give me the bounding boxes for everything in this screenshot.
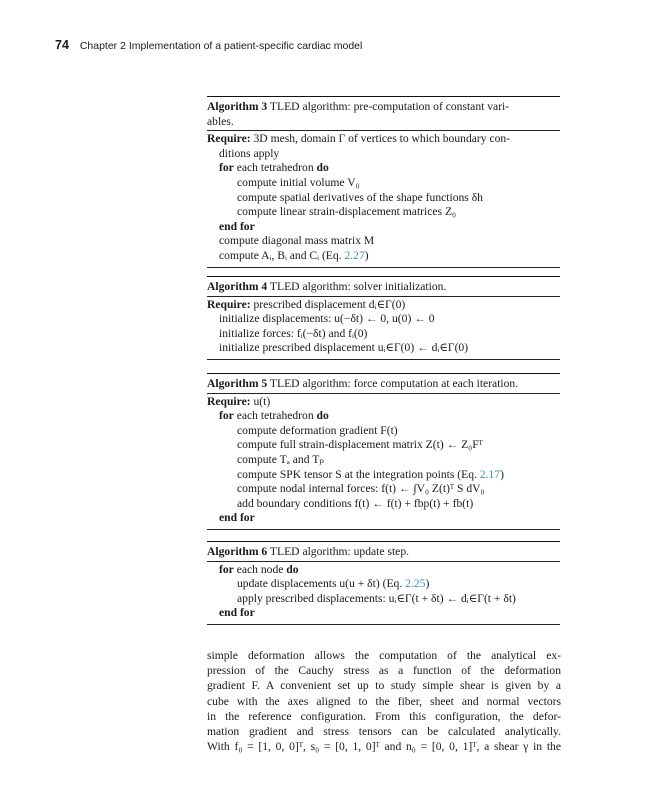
bottom-rule	[207, 359, 560, 360]
algorithm-line	[207, 327, 560, 342]
paragraph-line: With f₀ = [1, 0, 0]ᵀ, s₀ = [0, 1, 0]ᵀ and n₀ = [0, 0, 1]ᵀ, a shear γ in the	[207, 740, 561, 754]
require-label: Require:	[207, 394, 251, 408]
require-text: prescribed displacement dᵢ∈Γ(0)	[253, 297, 406, 311]
line-text: add boundary conditions f(t) ← f(t) + fbp(t) + fb(t)	[237, 496, 474, 510]
require-text: ditions apply	[219, 146, 280, 160]
algorithm-line	[207, 234, 560, 249]
algorithm-line	[207, 563, 560, 578]
algorithm-label: Algorithm 4	[207, 280, 268, 293]
line-text: )	[500, 467, 504, 481]
require-label: Require:	[207, 132, 251, 146]
algorithm-caption	[207, 374, 560, 393]
bottom-rule	[207, 624, 560, 625]
algorithm-body	[207, 297, 560, 359]
line-text: initialize forces: fᵢ(−δt) and fᵢ(0)	[219, 326, 368, 340]
algorithm-body	[207, 394, 560, 529]
line-text: compute full strain-displacement matrix Z(t) ← Z₀Fᵀ	[237, 438, 483, 452]
line-text: initialize prescribed displacement uᵢ∈Γ(0) ← dᵢ∈Γ(0)	[219, 341, 469, 355]
algorithm-label: Algorithm 5	[207, 377, 268, 390]
bottom-rule	[207, 267, 560, 268]
running-header	[55, 38, 575, 54]
algorithm-line	[207, 577, 560, 592]
algorithm-caption	[207, 542, 560, 561]
algorithm-body	[207, 131, 560, 266]
algorithm-line	[207, 191, 560, 206]
algorithm-line	[207, 341, 560, 356]
algorithm-line	[207, 161, 560, 176]
algorithm-line	[207, 606, 560, 621]
keyword: end for	[219, 606, 255, 620]
algorithm-line	[207, 438, 560, 453]
paragraph-line: gradient F. A convenient set up to study simple shear is given by a	[207, 679, 561, 693]
algorithm-line	[207, 453, 560, 468]
algorithm-line	[207, 220, 560, 235]
caption-line	[207, 545, 560, 560]
algorithm-label: Algorithm 3	[207, 100, 268, 113]
line-text: compute deformation gradient F(t)	[237, 423, 398, 437]
line-text: initialize displacements: u(−δt) ← 0, u(0) ← 0	[219, 312, 435, 326]
algorithm-line	[207, 592, 560, 607]
line-text: compute nodal internal forces: f(t) ← ∫V₀ Z(t)ᵀ S dV₀	[237, 482, 485, 496]
line-text: each node	[233, 562, 287, 576]
algorithm-label: Algorithm 6	[207, 545, 268, 558]
keyword: for	[219, 562, 234, 576]
line-text: update displacements u(u + δt) (Eq.	[237, 577, 406, 591]
keyword: do	[316, 409, 329, 423]
keyword: end for	[219, 511, 255, 525]
paragraph-line: pression of the Cauchy stress as a function of the deformation	[207, 664, 561, 678]
algorithm-line	[207, 205, 560, 220]
require-label: Require:	[207, 297, 251, 311]
caption-line	[207, 100, 560, 115]
keyword: do	[316, 161, 329, 175]
line-text: compute diagonal mass matrix M	[219, 234, 375, 248]
line-text: )	[364, 248, 369, 262]
body-paragraph	[207, 648, 561, 754]
caption-text: TLED algorithm: pre-computation of constant vari-	[269, 100, 510, 113]
caption-line	[207, 280, 560, 295]
algorithm-line	[207, 409, 560, 424]
line-text: compute initial volume V₀	[237, 175, 360, 189]
algorithm-line	[207, 176, 560, 191]
require-text: 3D mesh, domain Γ of vertices to which boundary con-	[253, 132, 511, 146]
algorithm-line	[207, 482, 560, 497]
line-text: )	[425, 577, 430, 591]
equation-reference: 2.17	[479, 467, 501, 481]
page-number: 74	[55, 38, 69, 52]
algorithm-line	[207, 249, 560, 264]
paragraph-line: cube with the axes aligned to the fiber, sheet and normal vectors	[207, 694, 561, 708]
keyword: end for	[219, 219, 255, 233]
algorithm-block	[207, 96, 560, 268]
algorithm-block	[207, 276, 560, 360]
chapter-label: Chapter 2	[79, 40, 126, 52]
algorithm-caption	[207, 277, 560, 296]
caption-text: TLED algorithm: update step.	[269, 545, 410, 558]
require-text: u(t)	[253, 394, 271, 408]
line-text: apply prescribed displacements: uᵢ∈Γ(t + δt) ← dᵢ∈Γ(t + δt)	[237, 591, 516, 605]
algorithm-line	[207, 511, 560, 526]
algorithm-line	[207, 468, 560, 483]
algorithm-line	[207, 424, 560, 439]
line-text: compute SPK tensor S at the integration points (Eq.	[237, 467, 480, 481]
algorithm-block	[207, 373, 560, 530]
require-line	[207, 395, 560, 410]
chapter-title: Implementation of a patient-specific cardiac model	[128, 40, 363, 52]
algorithm-body	[207, 562, 560, 624]
caption-text: TLED algorithm: solver initialization.	[269, 280, 447, 293]
algorithm-caption	[207, 97, 560, 130]
paragraph-line: in the reference configuration. From this configuration, the defor-	[207, 709, 561, 723]
algorithm-block	[207, 541, 560, 625]
keyword: do	[286, 562, 299, 576]
caption-text: ables.	[207, 114, 234, 128]
paragraph-line: simple deformation allows the computation of the analytical ex-	[207, 649, 561, 662]
require-line	[207, 132, 560, 147]
caption-line	[207, 377, 560, 392]
equation-reference: 2.25	[405, 577, 426, 591]
keyword: for	[219, 161, 234, 175]
line-text: compute Tₐ and Tₚ	[237, 452, 324, 466]
paragraph-line: mation gradient and stress tensors can be calculated analytically.	[207, 725, 561, 739]
keyword: for	[219, 409, 234, 423]
line-text: each tetrahedron	[233, 161, 317, 175]
algorithm-line	[207, 312, 560, 327]
equation-reference: 2.27	[344, 248, 365, 262]
line-text: compute linear strain-displacement matrices Z₀	[237, 205, 457, 219]
require-line	[207, 147, 560, 162]
require-line	[207, 298, 560, 313]
line-text: each tetrahedron	[233, 409, 317, 423]
algorithm-line	[207, 497, 560, 512]
caption-text: TLED algorithm: force computation at each iteration.	[269, 377, 519, 390]
line-text: compute spatial derivatives of the shape functions δh	[237, 190, 483, 204]
line-text: compute Aᵢ, Bᵢ and Cᵢ (Eq.	[219, 248, 345, 262]
caption-line	[207, 115, 560, 130]
bottom-rule	[207, 529, 560, 530]
